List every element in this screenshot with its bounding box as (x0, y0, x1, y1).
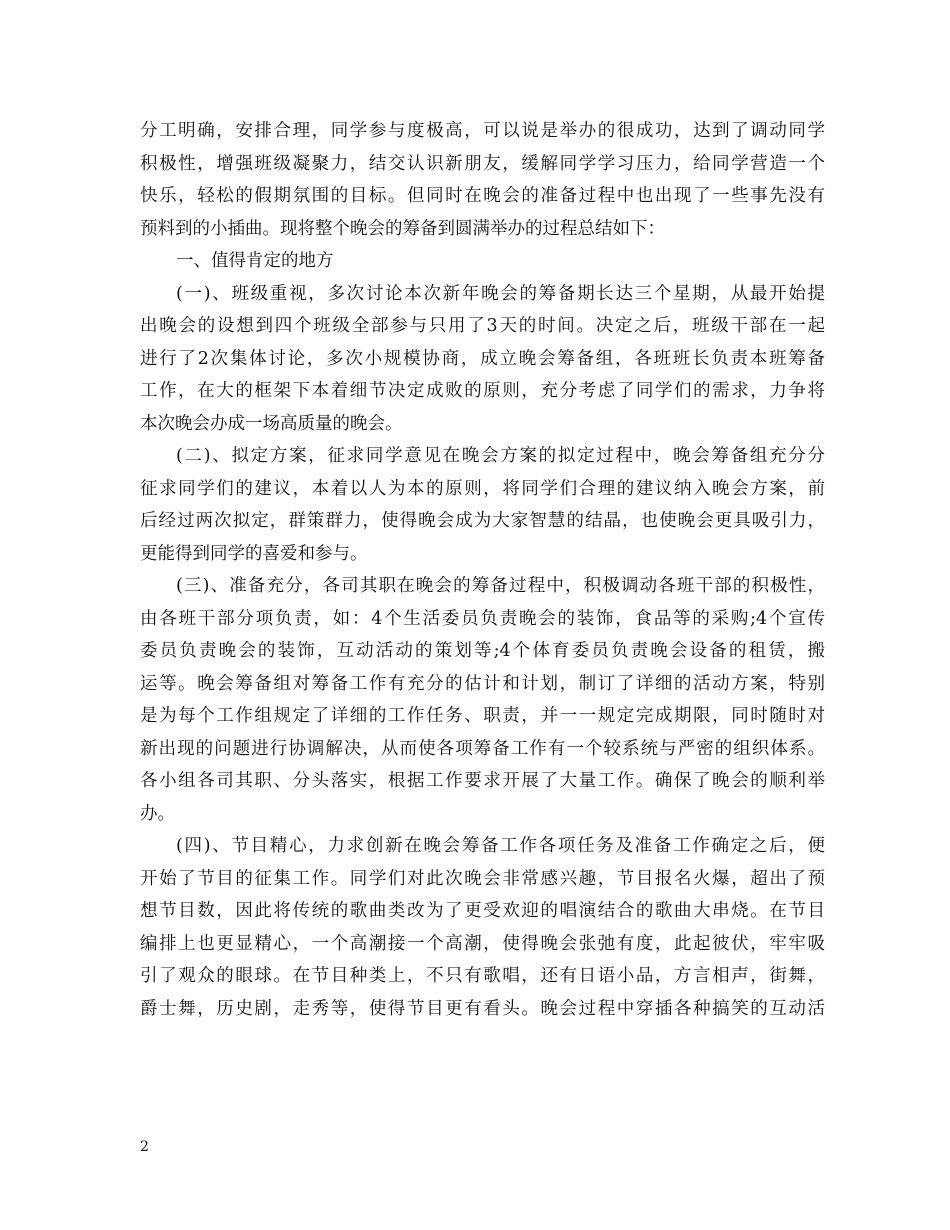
text-line: 后经过两次拟定，群策群力，使得晚会成为大家智慧的结晶，也使晚会更具吸引力， (140, 511, 825, 531)
text-line: 开始了节目的征集工作。同学们对此次晚会非常感兴趣，节目报名火爆，超出了预 (140, 868, 825, 889)
text-line: 分工明确，安排合理，同学参与度极高，可以说是举办的很成功，达到了调动同学 (140, 121, 825, 141)
text-line: 一、值得肯定的地方 (176, 251, 334, 271)
page-number: 2 (140, 1139, 149, 1155)
text-line: 更能得到同学的喜爱和参与。 (140, 543, 368, 564)
text-line: 本次晚会办成一场高质量的晚会。 (140, 413, 403, 434)
text-line: (三)、准备充分，各司其职在晚会的筹备过程中，积极调动各班干部的积极性， (176, 576, 825, 596)
text-line: 编排上也更显精心，一个高潮接一个高潮，使得晚会张弛有度，此起彼伏，牢牢吸 (140, 933, 825, 954)
text-line: 爵士舞，历史剧，走秀等，使得节目更有看头。晚会过程中穿插各种搞笑的互动活 (140, 998, 825, 1019)
text-line: 新出现的问题进行协调解决，从而使各项筹备工作有一个较系统与严密的组织体系。 (140, 738, 825, 759)
text-line: (四)、节目精心，力求创新在晚会筹备工作各项任务及准备工作确定之后，便 (176, 836, 825, 856)
text-line: 引了观众的眼球。在节目种类上，不只有歌唱，还有日语小品，方言相声，街舞， (140, 966, 825, 986)
text-line: 征求同学们的建议，本着以人为本的原则，将同学们合理的建议纳入晚会方案，前 (140, 478, 825, 499)
text-line: (一)、班级重视，多次讨论本次新年晚会的筹备期长达三个星期，从最开始提 (176, 283, 825, 304)
text-line: 各小组各司其职、分头落实，根据工作要求开展了大量工作。确保了晚会的顺利举 (140, 771, 825, 791)
text-line: 进行了2次集体讨论，多次小规模协商，成立晚会筹备组，各班班长负责本班筹备 (140, 348, 825, 369)
text-line: 运等。晚会筹备组对筹备工作有充分的估计和计划，制订了详细的活动方案，特别 (140, 673, 825, 694)
text-line: 委员负责晚会的装饰，互动活动的策划等;4个体育委员负责晚会设备的租赁，搬 (140, 641, 825, 661)
text-line: 出晚会的设想到四个班级全部参与只用了3天的时间。决定之后，班级干部在一起 (140, 316, 825, 336)
text-line: 办。 (140, 803, 175, 824)
text-line: 积极性，增强班级凝聚力，结交认识新朋友，缓解同学学习压力，给同学营造一个 (140, 153, 825, 174)
text-line: 工作，在大的框架下本着细节决定成败的原则，充分考虑了同学们的需求，力争将 (140, 381, 825, 401)
text-line: (二)、拟定方案，征求同学意见在晚会方案的拟定过程中，晚会筹备组充分分 (176, 446, 825, 466)
text-line: 预料到的小插曲。现将整个晚会的筹备到圆满举办的过程总结如下： (140, 218, 665, 239)
body-text (140, 115, 825, 1025)
text-line: 由各班干部分项负责，如：4个生活委员负责晚会的装饰，食品等的采购;4个宣传 (140, 608, 825, 629)
text-line: 快乐，轻松的假期氛围的目标。但同时在晚会的准备过程中也出现了一些事先没有 (140, 186, 825, 206)
text-line: 是为每个工作组规定了详细的工作任务、职责，并一一规定完成期限，同时随时对 (140, 706, 825, 726)
text-line: 想节目数，因此将传统的歌曲类改为了更受欢迎的唱演结合的歌曲大串烧。在节目 (140, 901, 825, 921)
